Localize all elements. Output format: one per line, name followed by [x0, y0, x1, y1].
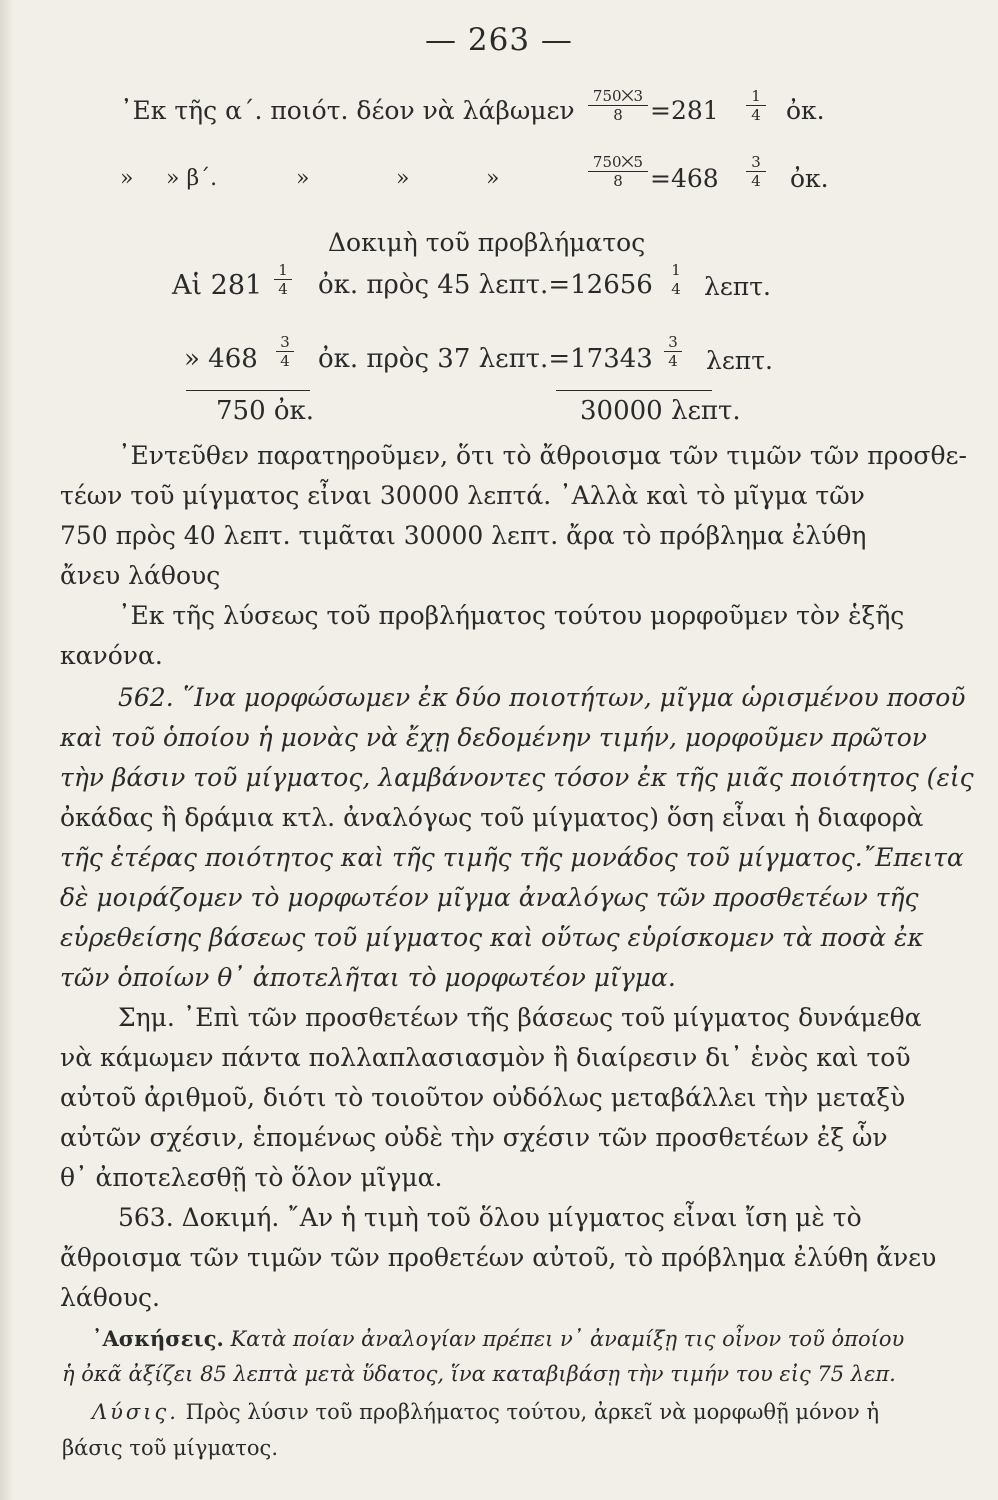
proof-row1-left: Αἱ 281 — [172, 270, 263, 301]
note-line: νὰ κάμωμεν πάντα πολλαπλασιασμὸν ἢ διαίρεσιν δι᾿ ἑνὸς καὶ τοῦ — [60, 1043, 911, 1072]
para562-line: ὀκάδας ἢ δράμια κτλ. ἀναλόγως τοῦ μίγματος) ὅση εἶναι ἡ διαφορὰ — [60, 803, 924, 832]
solution-block — [92, 1400, 879, 1424]
para2-line: ᾿Εκ τῆς λύσεως τοῦ προβλήματος τούτου μορφοῦμεν τὸν ἑξῆς — [118, 601, 905, 630]
calc-row1-fd: 4 — [751, 106, 761, 124]
calc-row2-fd: 4 — [751, 172, 761, 190]
para563-line: 563. Δοκιμή. ῎Αν ἡ τιμὴ τοῦ ὅλου μίγματος εἶναι ἴση μὲ τὸ — [118, 1203, 862, 1232]
para562-line: εὑρεθείσης βάσεως τοῦ μίγματος καὶ οὕτως εὑρίσκομεν τὰ ποσὰ ἐκ — [60, 923, 924, 952]
page-number: — 263 — — [425, 22, 573, 58]
proof-heading: Δοκιμὴ τοῦ προβλήματος — [328, 228, 646, 257]
calc-row1-fraction — [588, 88, 648, 123]
calc-row2-result-fraction — [746, 154, 766, 189]
calc-row2-mark4: » — [396, 166, 410, 191]
exercise-block — [92, 1326, 904, 1351]
para562-line: τῶν ὁποίων θ᾿ ἀποτελῆται τὸ μορφωτέον μῖγμα. — [60, 963, 676, 992]
para1-line: 750 πρὸς 40 λεπτ. τιμᾶται 30000 λεπτ. ἄρα τὸ πρόβλημα ἐλύθη — [60, 521, 867, 550]
calc-row2-mark5: » — [486, 166, 500, 191]
para563-line: ἄθροισμα τῶν τιμῶν τῶν προθετέων αὐτοῦ, τὸ πρόβλημα ἐλύθη ἄνευ — [60, 1243, 937, 1272]
para562-line: τὴν βάσιν τοῦ μίγματος, λαμβάνοντες τόσον ἐκ τῆς μιᾶς ποιότητος (εἰς — [60, 763, 974, 792]
para1-line: ἄνευ λάθους — [60, 561, 221, 590]
para563-line: λάθους. — [60, 1283, 160, 1312]
exercise-line1: Κατὰ ποίαν ἀναλογίαν πρέπει ν᾿ ἀναμίξῃ τις οἶνον τοῦ ὁποίου — [230, 1327, 905, 1351]
note-line: Σημ. ᾿Επὶ τῶν προσθετέων τῆς βάσεως τοῦ μίγματος δυνάμεθα — [118, 1003, 922, 1032]
page-edge-shadow — [0, 0, 14, 1500]
proof-row1-fd2: 4 — [671, 280, 681, 298]
calc-row1-fn: 1 — [751, 87, 761, 105]
calc-row2-mark2: » β΄. — [166, 166, 218, 191]
para2-line: κανόνα. — [60, 641, 163, 670]
proof-row1-fd: 4 — [278, 280, 288, 298]
solution-line2: βάσις τοῦ μίγματος. — [62, 1436, 278, 1460]
proof-row2-fn2: 3 — [668, 333, 678, 351]
calc-row1-result: =281 — [650, 96, 719, 125]
proof-row2-fraction2 — [664, 334, 682, 369]
calc-row2-fn: 3 — [751, 153, 761, 171]
proof-row1-fn: 1 — [278, 261, 288, 279]
proof-row1-unit: λεπτ. — [704, 272, 772, 301]
para1-line: τέων τοῦ μίγματος εἶναι 30000 λεπτά. ᾿Αλλὰ καὶ τὸ μῖγμα τῶν — [60, 481, 865, 510]
sum-rule-right — [556, 390, 712, 391]
proof-row1-fraction — [274, 262, 292, 297]
calc-row2-mark3: » — [296, 166, 310, 191]
calc-row1-result-fraction — [746, 88, 766, 123]
calc-row2-result: =468 — [650, 164, 719, 193]
calc-row2-mark1: » — [120, 166, 134, 191]
proof-row2-fd: 4 — [280, 352, 290, 370]
calc-row1-text: ᾿Εκ τῆς α΄. ποιότ. δέον νὰ λάβωμεν — [120, 96, 575, 125]
calc-row1-unit: ὀκ. — [786, 96, 825, 125]
proof-row2-fd2: 4 — [668, 352, 678, 370]
proof-total-left: 750 ὀκ. — [216, 396, 315, 426]
calc-row1-denominator: 8 — [613, 106, 623, 124]
exercise-line2: ἡ ὀκᾶ ἀξίζει 85 λεπτὰ μετὰ ὕδατος, ἵνα καταβιβάσῃ τὴν τιμήν του εἰς 75 λεπ. — [62, 1362, 896, 1386]
para562-line: τῆς ἑτέρας ποιότητος καὶ τῆς τιμῆς τῆς μονάδος τοῦ μίγματος.῎Επειτα — [60, 843, 964, 872]
para1-line: ᾿Εντεῦθεν παρατηροῦμεν, ὅτι τὸ ἄθροισμα τῶν τιμῶν τῶν προσθε- — [118, 441, 967, 470]
proof-row2-mid: ὀκ. πρὸς 37 λεπτ.=17343 — [318, 344, 653, 374]
proof-row1-fn2: 1 — [671, 261, 681, 279]
note-line: αὐτῶν σχέσιν, ἑπομένως οὐδὲ τὴν σχέσιν τῶν προσθετέων ἐξ ὧν — [60, 1123, 888, 1152]
proof-row2-unit: λεπτ. — [706, 346, 774, 375]
proof-row2-left: » 468 — [184, 344, 258, 374]
solution-label: Λύσις. — [92, 1400, 179, 1424]
para562-line: δὲ μοιράζομεν τὸ μορφωτέον μῖγμα ἀναλόγως τῶν προσθετέων τῆς — [60, 883, 919, 912]
calc-row1-numerator: 750⨉3 — [592, 87, 644, 105]
proof-row2-fraction — [276, 334, 294, 369]
para562-line: 562. ῞Ινα μορφώσωμεν ἐκ δύο ποιοτήτων, μῖγμα ὡρισμένου ποσοῦ — [118, 683, 966, 712]
solution-line1: Πρὸς λύσιν τοῦ προβλήματος τούτου, ἀρκεῖ νὰ μορφωθῇ μόνον ἡ — [185, 1400, 880, 1424]
sum-rule-left — [186, 390, 310, 391]
para562-line: καὶ τοῦ ὁποίου ἡ μονὰς νὰ ἔχῃ δεδομένην τιμήν, μορφοῦμεν πρῶτον — [60, 723, 928, 752]
calc-row2-unit: ὀκ. — [790, 164, 829, 193]
calc-row2-numerator: 750⨉5 — [592, 153, 644, 171]
proof-row1-mid: ὀκ. πρὸς 45 λεπτ.=12656 — [318, 270, 653, 300]
calc-row2-fraction — [588, 154, 648, 189]
note-line: αὐτοῦ ἀριθμοῦ, διότι τὸ τοιοῦτον οὐδόλως μεταβάλλει τὴν μεταξὺ — [60, 1083, 906, 1112]
exercise-label: ᾿Ασκήσεις. — [92, 1326, 224, 1351]
calc-row2-denominator: 8 — [613, 172, 623, 190]
proof-row1-fraction2 — [668, 262, 684, 297]
note-line: θ᾿ ἀποτελεσθῇ τὸ ὅλον μῖγμα. — [60, 1163, 443, 1192]
proof-row2-fn: 3 — [280, 333, 290, 351]
proof-total-right: 30000 λεπτ. — [580, 396, 741, 426]
